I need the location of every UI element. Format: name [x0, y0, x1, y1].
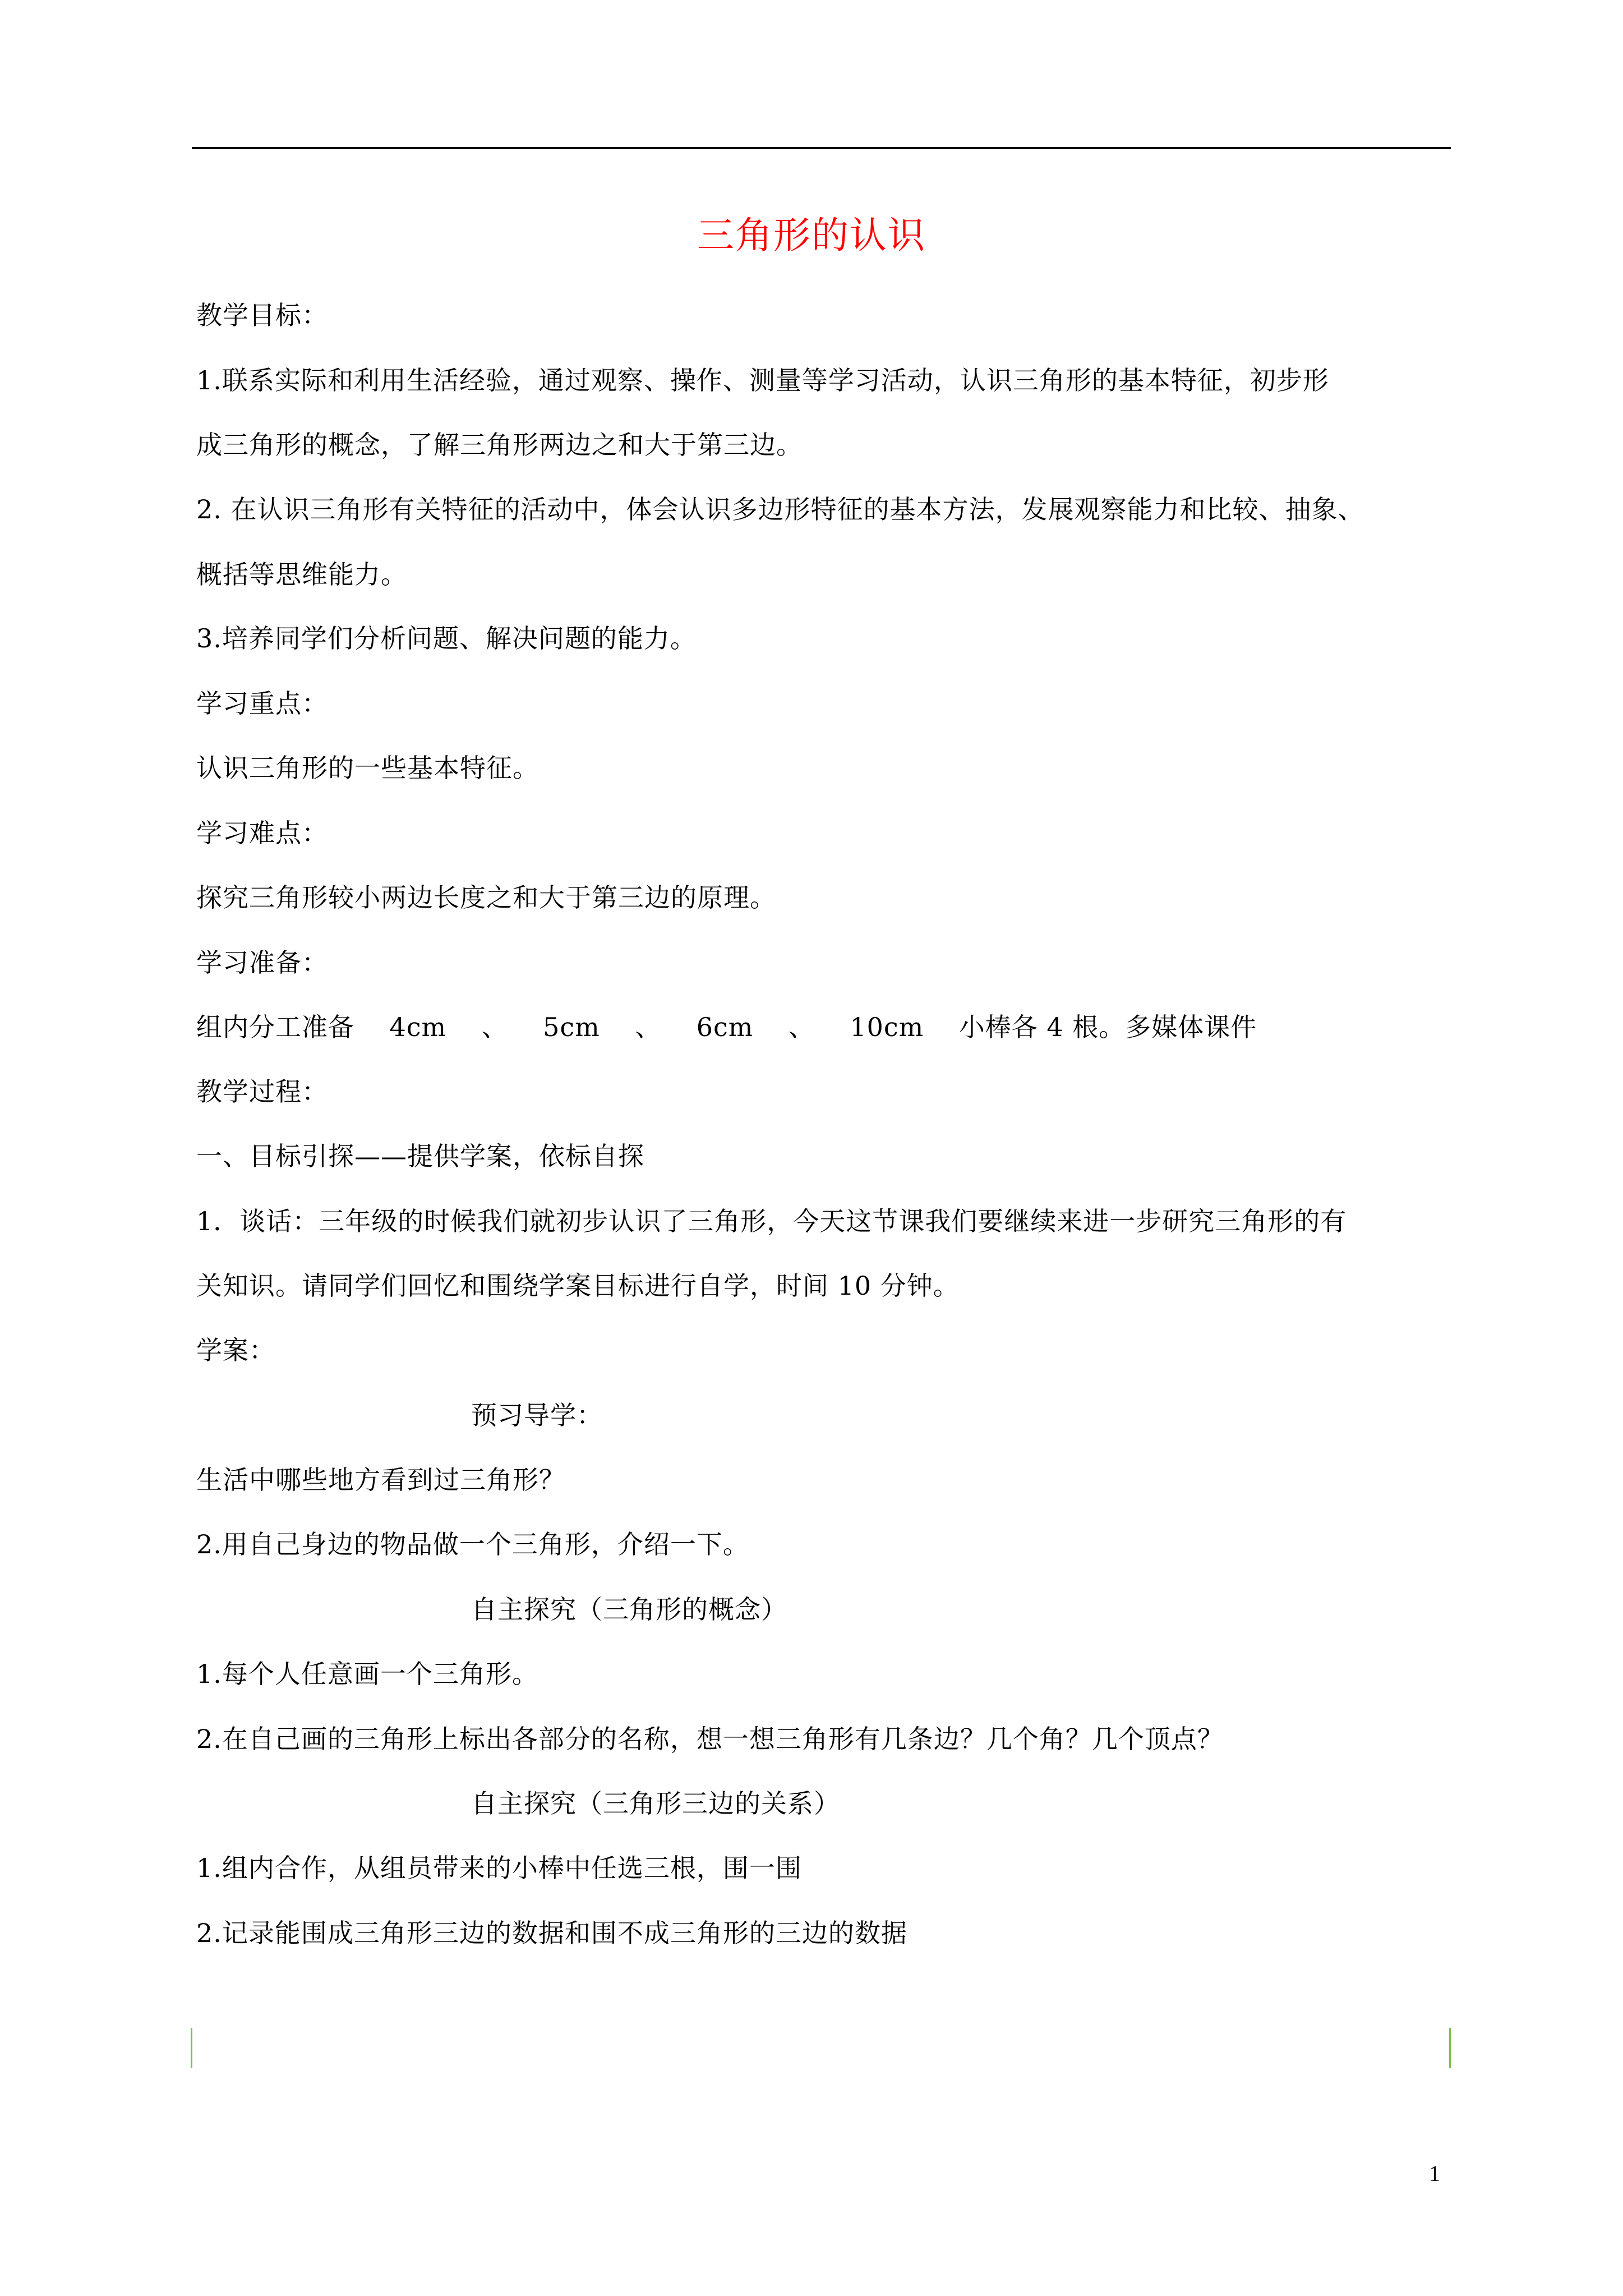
paragraph-line: 1.联系实际和利用生活经验，通过观察、操作、测量等学习活动，认识三角形的基本特征，初步形	[196, 365, 1329, 395]
paragraph-line: 2. 在认识三角形有关特征的活动中，体会认识多边形特征的基本方法，发展观察能力和比较、抽象、	[196, 494, 1364, 524]
paragraph-line: 生活中哪些地方看到过三角形？	[196, 1465, 565, 1495]
paragraph-line: 2.在自己画的三角形上标出各部分的名称，想一想三角形有几条边？几个角？几个顶点？	[196, 1724, 1224, 1754]
subheading-explore-sides: 自主探究（三角形三边的关系）	[471, 1788, 840, 1819]
heading-difficulties: 学习难点：	[196, 818, 328, 848]
heading-preparation: 学习准备：	[196, 947, 328, 978]
page-number: 1	[1429, 2161, 1440, 2186]
paragraph-line: 关知识。请同学们回忆和围绕学案目标进行自学，时间 10 分钟。	[196, 1271, 960, 1301]
heading-study-plan: 学案：	[196, 1335, 275, 1365]
paragraph-line: 认识三角形的一些基本特征。	[196, 753, 539, 783]
footer-corner-mark-right	[1449, 2028, 1451, 2068]
materials-line: 组内分工准备 4cm 、 5cm 、 6cm 、 10cm 小棒各 4 根。多媒体课件	[196, 1012, 1257, 1042]
paragraph-line: 1.组内合作，从组员带来的小棒中任选三根，围一围	[196, 1853, 802, 1883]
subheading-explore-concept: 自主探究（三角形的概念）	[471, 1594, 787, 1625]
section-heading: 一、目标引探——提供学案，依标自探	[196, 1141, 644, 1171]
heading-teaching-goals: 教学目标：	[196, 300, 328, 330]
heading-teaching-process: 教学过程：	[196, 1076, 328, 1107]
heading-key-points: 学习重点：	[196, 688, 328, 719]
header-rule	[192, 147, 1451, 149]
paragraph-line: 3.培养同学们分析问题、解决问题的能力。	[196, 623, 697, 654]
footer-corner-mark-left	[191, 2028, 192, 2068]
document-title: 三角形的认识	[697, 214, 926, 257]
paragraph-line: 2.用自己身边的物品做一个三角形，介绍一下。	[196, 1529, 749, 1559]
paragraph-line: 2.记录能围成三角形三边的数据和围不成三角形的三边的数据	[196, 1918, 907, 1948]
paragraph-line: 1．谈话：三年级的时候我们就初步认识了三角形，今天这节课我们要继续来进一步研究三角形的有	[196, 1206, 1347, 1236]
paragraph-line: 概括等思维能力。	[196, 559, 407, 590]
subheading-preview: 预习导学：	[471, 1400, 603, 1430]
paragraph-line: 探究三角形较小两边长度之和大于第三边的原理。	[196, 882, 776, 913]
paragraph-line: 成三角形的概念，了解三角形两边之和大于第三边。	[196, 430, 803, 460]
paragraph-line: 1.每个人任意画一个三角形。	[196, 1659, 538, 1689]
